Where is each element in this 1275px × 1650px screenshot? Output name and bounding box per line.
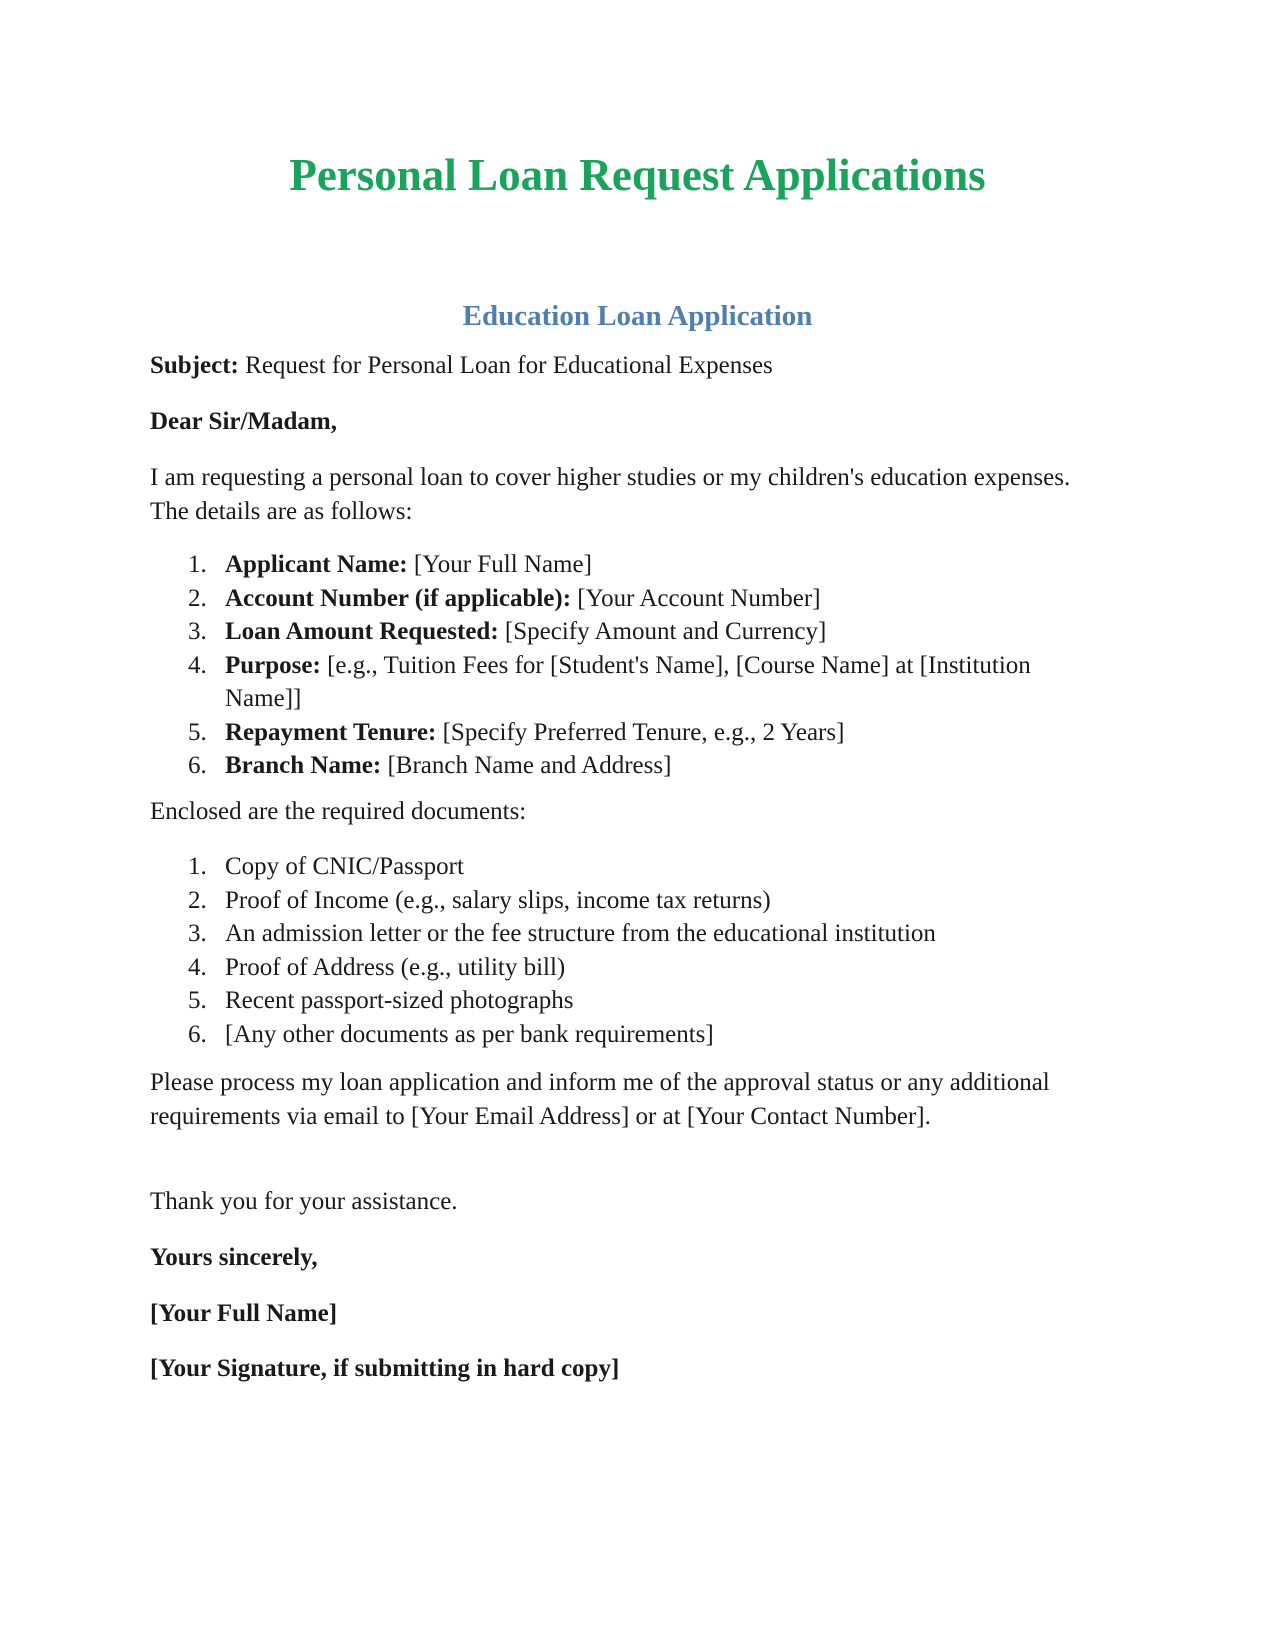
detail-value: [Your Full Name] [407,551,592,578]
detail-value: [Specify Preferred Tenure, e.g., 2 Years] [436,718,845,746]
detail-value: [Branch Name and Address] [381,752,672,779]
document-subtitle: Education Loan Application [462,300,813,332]
list-number: 1. [188,853,207,880]
list-number: 2. [188,584,207,612]
detail-value: [Your Account Number] [571,584,821,612]
subject-text: Request for Personal Loan for Educational Expenses [238,352,773,379]
sign-off: Yours sincerely, [150,1244,318,1271]
detail-label: Applicant Name: [225,551,408,578]
list-item [150,917,1110,951]
documents-intro: Enclosed are the required documents: [150,798,527,825]
loan-details-list [150,548,1110,783]
list-number: 5. [188,718,207,746]
detail-label: Branch Name: [225,752,382,779]
document-item-text: Proof of Address (e.g., utility bill) [225,953,566,981]
list-item [150,749,1110,783]
thanks-line: Thank you for your assistance. [150,1188,458,1215]
detail-value: [e.g., Tuition Fees for [Student's Name], [Course Name] at [Institution Name]] [225,651,1031,712]
document-item-text: An admission letter or the fee structure from the educational institution [225,920,936,947]
detail-label: Account Number (if applicable): [225,584,572,612]
list-number: 4. [188,953,207,981]
list-item [150,548,1110,582]
documents-list [150,850,1110,1051]
detail-label: Purpose: [225,651,321,679]
list-number: 4. [188,651,207,679]
signature-placeholder: [Your Signature, if submitting in hard copy] [150,1355,620,1382]
subject-line [150,349,1110,383]
list-number: 6. [188,752,207,779]
document-title: Personal Loan Request Applications [289,150,986,200]
list-item [150,649,1110,716]
detail-label: Loan Amount Requested: [225,618,499,645]
list-item [150,984,1110,1018]
list-number: 1. [188,551,207,578]
document-item-text: [Any other documents as per bank requirements] [225,1020,714,1048]
detail-label: Repayment Tenure: [225,718,437,746]
list-item [150,884,1110,918]
detail-value: [Specify Amount and Currency] [498,618,827,645]
salutation: Dear Sir/Madam, [150,408,338,435]
list-item [150,582,1110,616]
list-item [150,615,1110,649]
list-number: 3. [188,618,207,645]
document-item-text: Copy of CNIC/Passport [225,853,464,880]
list-item [150,951,1110,985]
name-placeholder: [Your Full Name] [150,1300,338,1327]
closing-request-paragraph: Please process my loan application and inform me of the approval status or any additional requirements via email to [Your Email Address] or at [Your Contact Number]. [150,1069,1050,1130]
list-item [150,1018,1110,1052]
intro-paragraph: I am requesting a personal loan to cover higher studies or my children's education expenses. The details are as follows: [150,464,1071,525]
list-item [150,716,1110,750]
list-number: 6. [188,1020,207,1048]
document-item-text: Proof of Income (e.g., salary slips, income tax returns) [225,886,771,914]
list-number: 2. [188,886,207,914]
list-number: 3. [188,920,207,947]
subject-label: Subject: [150,352,239,379]
document-item-text: Recent passport-sized photographs [225,987,574,1014]
list-item [150,850,1110,884]
list-number: 5. [188,987,207,1014]
